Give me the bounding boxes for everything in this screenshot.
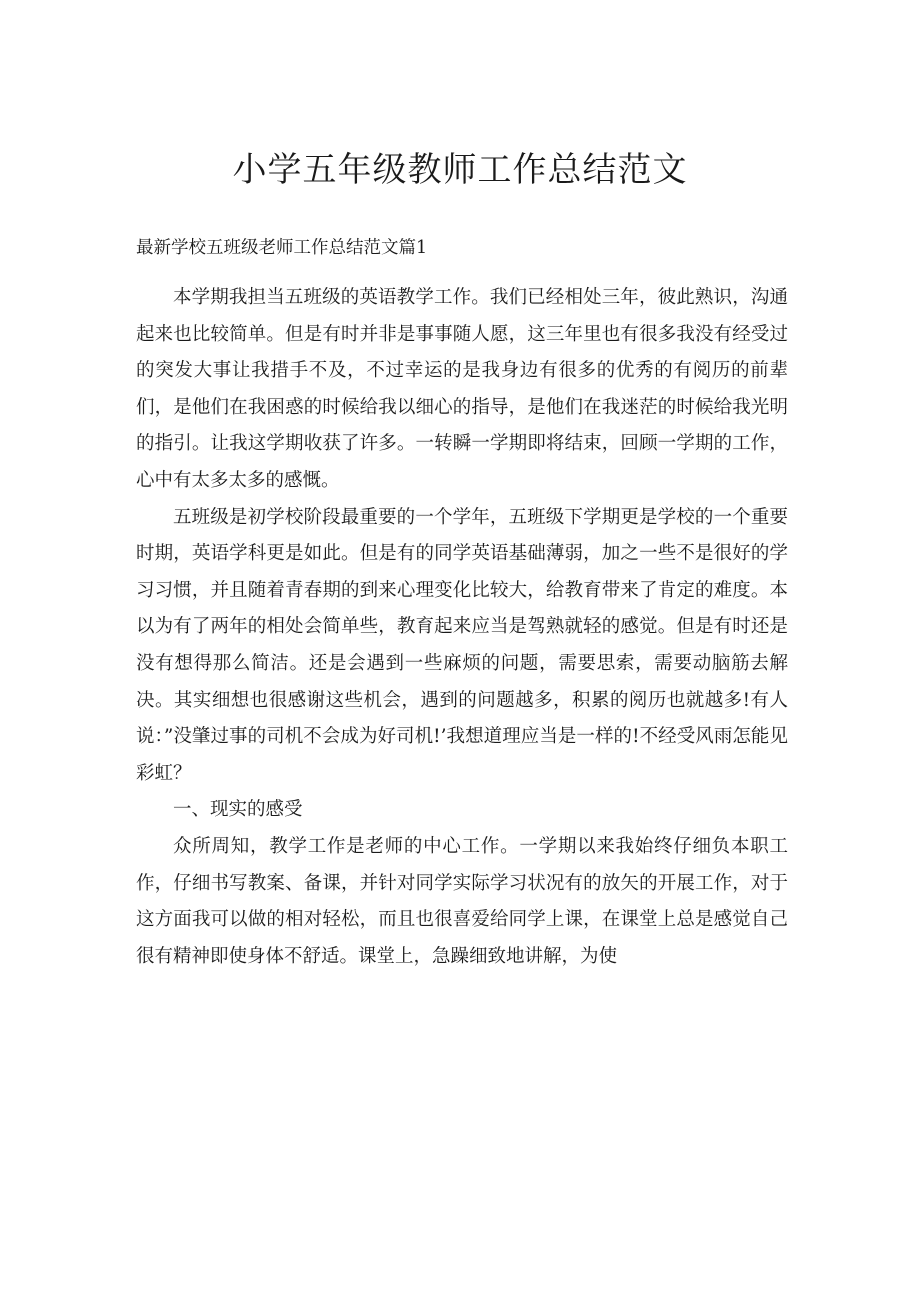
document-body xyxy=(136,280,788,975)
paragraph-2: 五班级是初学校阶段最重要的一个学年，五班级下学期更是学校的一个重要时期，英语学科更是如此。但是有的同学英语基础薄弱，加之一些不是很好的学习习惯，并且随着青春期的到来心理变化比较大，给教育带来了肯定的难度。本以为有了两年的相处会简单些，教育起来应当是驾熟就轻的感觉。但是有时还是没有想得那么简洁。还是会遇到一些麻烦的问题，需要思索，需要动脑筋去解决。其实细想也很感谢这些机会，遇到的问题越多，积累的阅历也就越多!有人说：”没肇过事的司机不会成为好司机!’我想道理应当是一样的!不经受风雨怎能见彩虹？ xyxy=(136,506,788,784)
document-subtitle: 最新学校五班级老师工作总结范文篇1 xyxy=(136,238,428,258)
document-title: 小学五年级教师工作总结范文 xyxy=(232,150,688,190)
paragraph-3: 众所周知，教学工作是老师的中心工作。一学期以来我始终仔细负本职工作，仔细书写教案、备课，并针对同学实际学习状况有的放矢的开展工作，对于这方面我可以做的相对轻松，而且也很喜爱给同学上课，在课堂上总是感觉自己很有精神即使身体不舒适。课堂上，急躁细致地讲解，为使 xyxy=(136,835,788,967)
section-heading: 一、现实的感受 xyxy=(173,799,303,821)
paragraph-1: 本学期我担当五班级的英语教学工作。我们已经相处三年，彼此熟识，沟通起来也比较简单。但是有时并非是事事随人愿，这三年里也有很多我没有经受过的突发大事让我措手不及，不过幸运的是我身边有很多的优秀的有阅历的前辈们，是他们在我困惑的时候给我以细心的指导，是他们在我迷茫的时候给我光明的指引。让我这学期收获了许多。一转瞬一学期即将结束，回顾一学期的工作，心中有太多太多的感慨。 xyxy=(136,287,788,491)
